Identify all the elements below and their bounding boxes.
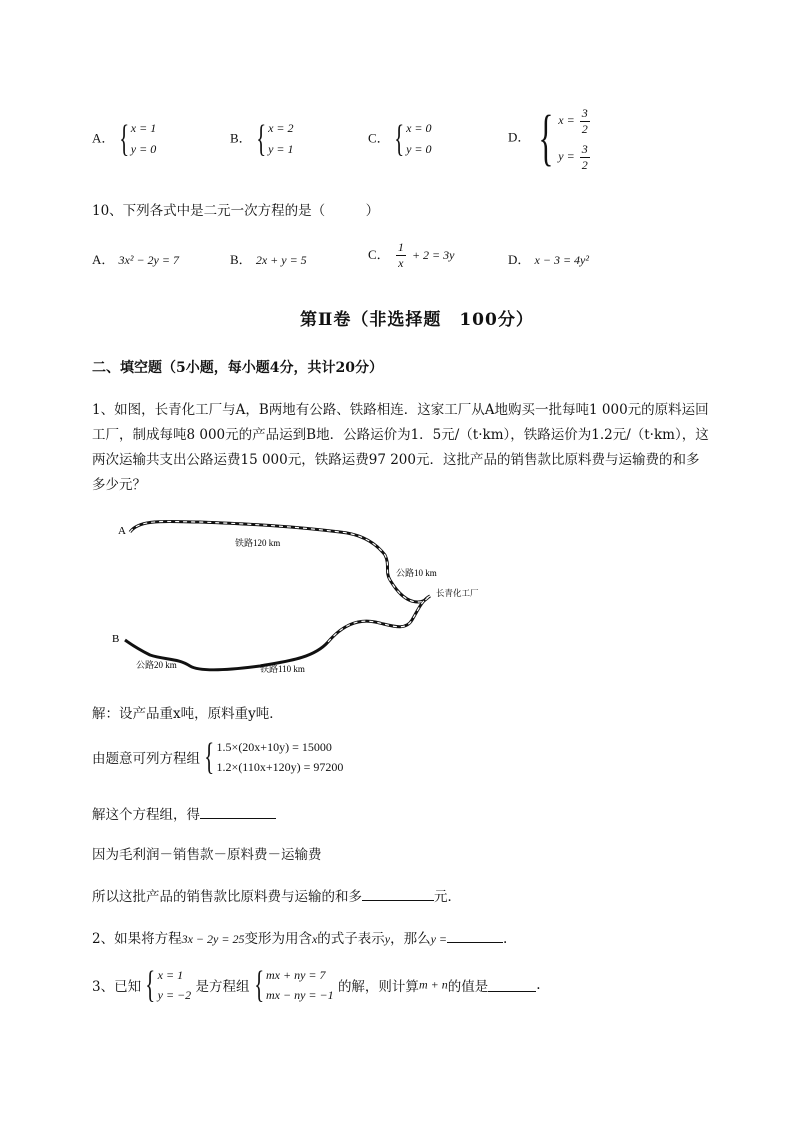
- label-road-right: 公路10 km: [396, 568, 437, 578]
- profit-line: 因为毛利润－销售款－原料费－运输费: [92, 847, 322, 863]
- equation: x = 1: [130, 121, 157, 135]
- option-letter: C．: [368, 130, 390, 146]
- answer-blank[interactable]: [447, 930, 503, 943]
- solution-intro: 解：设产品重x吨，原料重y吨．: [92, 706, 283, 722]
- q9-option-b: [230, 118, 294, 160]
- option-letter: B．: [230, 130, 252, 146]
- answer-blank[interactable]: [362, 888, 434, 901]
- brace-icon: {: [204, 736, 215, 778]
- q10-option-d: D． x − 3 = 4y²: [508, 252, 589, 267]
- section-header: 二、填空题（5小题，每小题4分，共计20分）: [92, 360, 383, 376]
- q2-line: 2、如果将方程3x − 2y = 25变形为用含x的式子表示y，那么y = .: [92, 931, 508, 947]
- brace-icon: {: [393, 118, 404, 160]
- label-b: B: [112, 633, 120, 645]
- equation: mx + ny = 7: [266, 968, 326, 982]
- equation: y = −2: [157, 988, 192, 1002]
- equation: y = 0: [406, 142, 432, 156]
- equation: x = 2: [268, 121, 294, 135]
- q10-option-c: C． $\frac{1}{x}$ + 2 = 3y: [368, 240, 455, 270]
- equation: x = 1: [157, 968, 184, 982]
- option-letter: A．: [92, 130, 115, 146]
- label-rail-bottom: 铁路110 km: [260, 664, 305, 674]
- equation: x = $\frac{3}{2}$: [558, 105, 588, 136]
- expression: 3x² − 2y = 7: [118, 253, 179, 267]
- label-factory: 长青化工厂: [436, 589, 479, 599]
- solve-line: 解这个方程组，得: [92, 803, 276, 823]
- equation-system: [535, 102, 592, 174]
- equation: y = 1: [268, 142, 294, 156]
- equation-system: [119, 118, 157, 160]
- q1-text: 1、如图，长青化工厂与A，B两地有公路、铁路相连．这家工厂从A地购买一批每吨1 000元的原料运回工厂，制成每吨8 000元的产品运到B地．公路运价为1．5元/（t·km），铁路运价为1.2元/（t·km），这两次运输共支出公路运费15 000元，铁路运费97 200元．这批产品的销售款比原料费与运输费的和多多少元？: [92, 402, 709, 493]
- brace-icon: {: [145, 964, 156, 1006]
- system-line: [92, 737, 343, 777]
- expression: + 2 = 3y: [411, 248, 455, 262]
- equation-system: [394, 118, 432, 160]
- fraction: $\frac{3}{2}$: [581, 105, 588, 136]
- q9-option-d: [508, 102, 592, 174]
- answer-line: 所以这批产品的销售款比原料费与运输的和多 元．: [92, 889, 461, 905]
- equation-system: [204, 737, 343, 777]
- label-rail-top: 铁路120 km: [235, 538, 281, 548]
- brace-icon: {: [537, 104, 553, 172]
- rail-route-bottom: [125, 596, 430, 670]
- equation-system: [256, 118, 294, 160]
- expression: 2x + y = 5: [255, 253, 307, 267]
- q9-option-c: [368, 118, 432, 160]
- expression: x − 3 = 4y²: [534, 253, 589, 267]
- answer-blank[interactable]: [488, 979, 536, 992]
- option-letter: D．: [508, 129, 531, 145]
- label-road-bottom: 公路20 km: [136, 660, 177, 670]
- part2-title: 第Ⅱ卷（非选择题 100分）: [300, 310, 534, 330]
- equation: y = 0: [130, 142, 157, 156]
- q3-line: 3、已知 { x = 1 y = −2 是方程组 { mx + ny = 7 mx − ny = −1 的解，则计算m + n的值是 .: [92, 964, 541, 1006]
- q10-stem: 10、下列各式中是二元一次方程的是（ ）: [92, 203, 380, 219]
- equation: y = $\frac{3}{2}$: [558, 141, 588, 172]
- system-lead: 由题意可列方程组: [92, 751, 200, 767]
- route-map: [100, 510, 500, 680]
- equation: 1.2×(110x+120y) = 97200: [216, 760, 344, 774]
- q9-option-a: [92, 118, 156, 160]
- brace-icon: {: [255, 118, 266, 160]
- equation: x = 0: [406, 121, 432, 135]
- answer-blank[interactable]: [200, 806, 276, 819]
- q10-option-b: B． 2x + y = 5: [230, 252, 307, 267]
- equation: 1.5×(20x+10y) = 15000: [216, 740, 332, 754]
- rail-route-top: [130, 521, 430, 602]
- equation-system: [254, 965, 334, 1005]
- equation: 3x − 2y = 25: [181, 932, 245, 946]
- brace-icon: {: [253, 964, 264, 1006]
- solution-system: [145, 965, 191, 1005]
- equation: mx − ny = −1: [266, 988, 334, 1002]
- label-a: A: [118, 525, 126, 537]
- fraction: $\frac{3}{2}$: [581, 141, 588, 172]
- fraction: $\frac{1}{x}$: [397, 240, 404, 270]
- brace-icon: {: [118, 118, 129, 160]
- q10-option-a: A． 3x² − 2y = 7: [92, 252, 179, 267]
